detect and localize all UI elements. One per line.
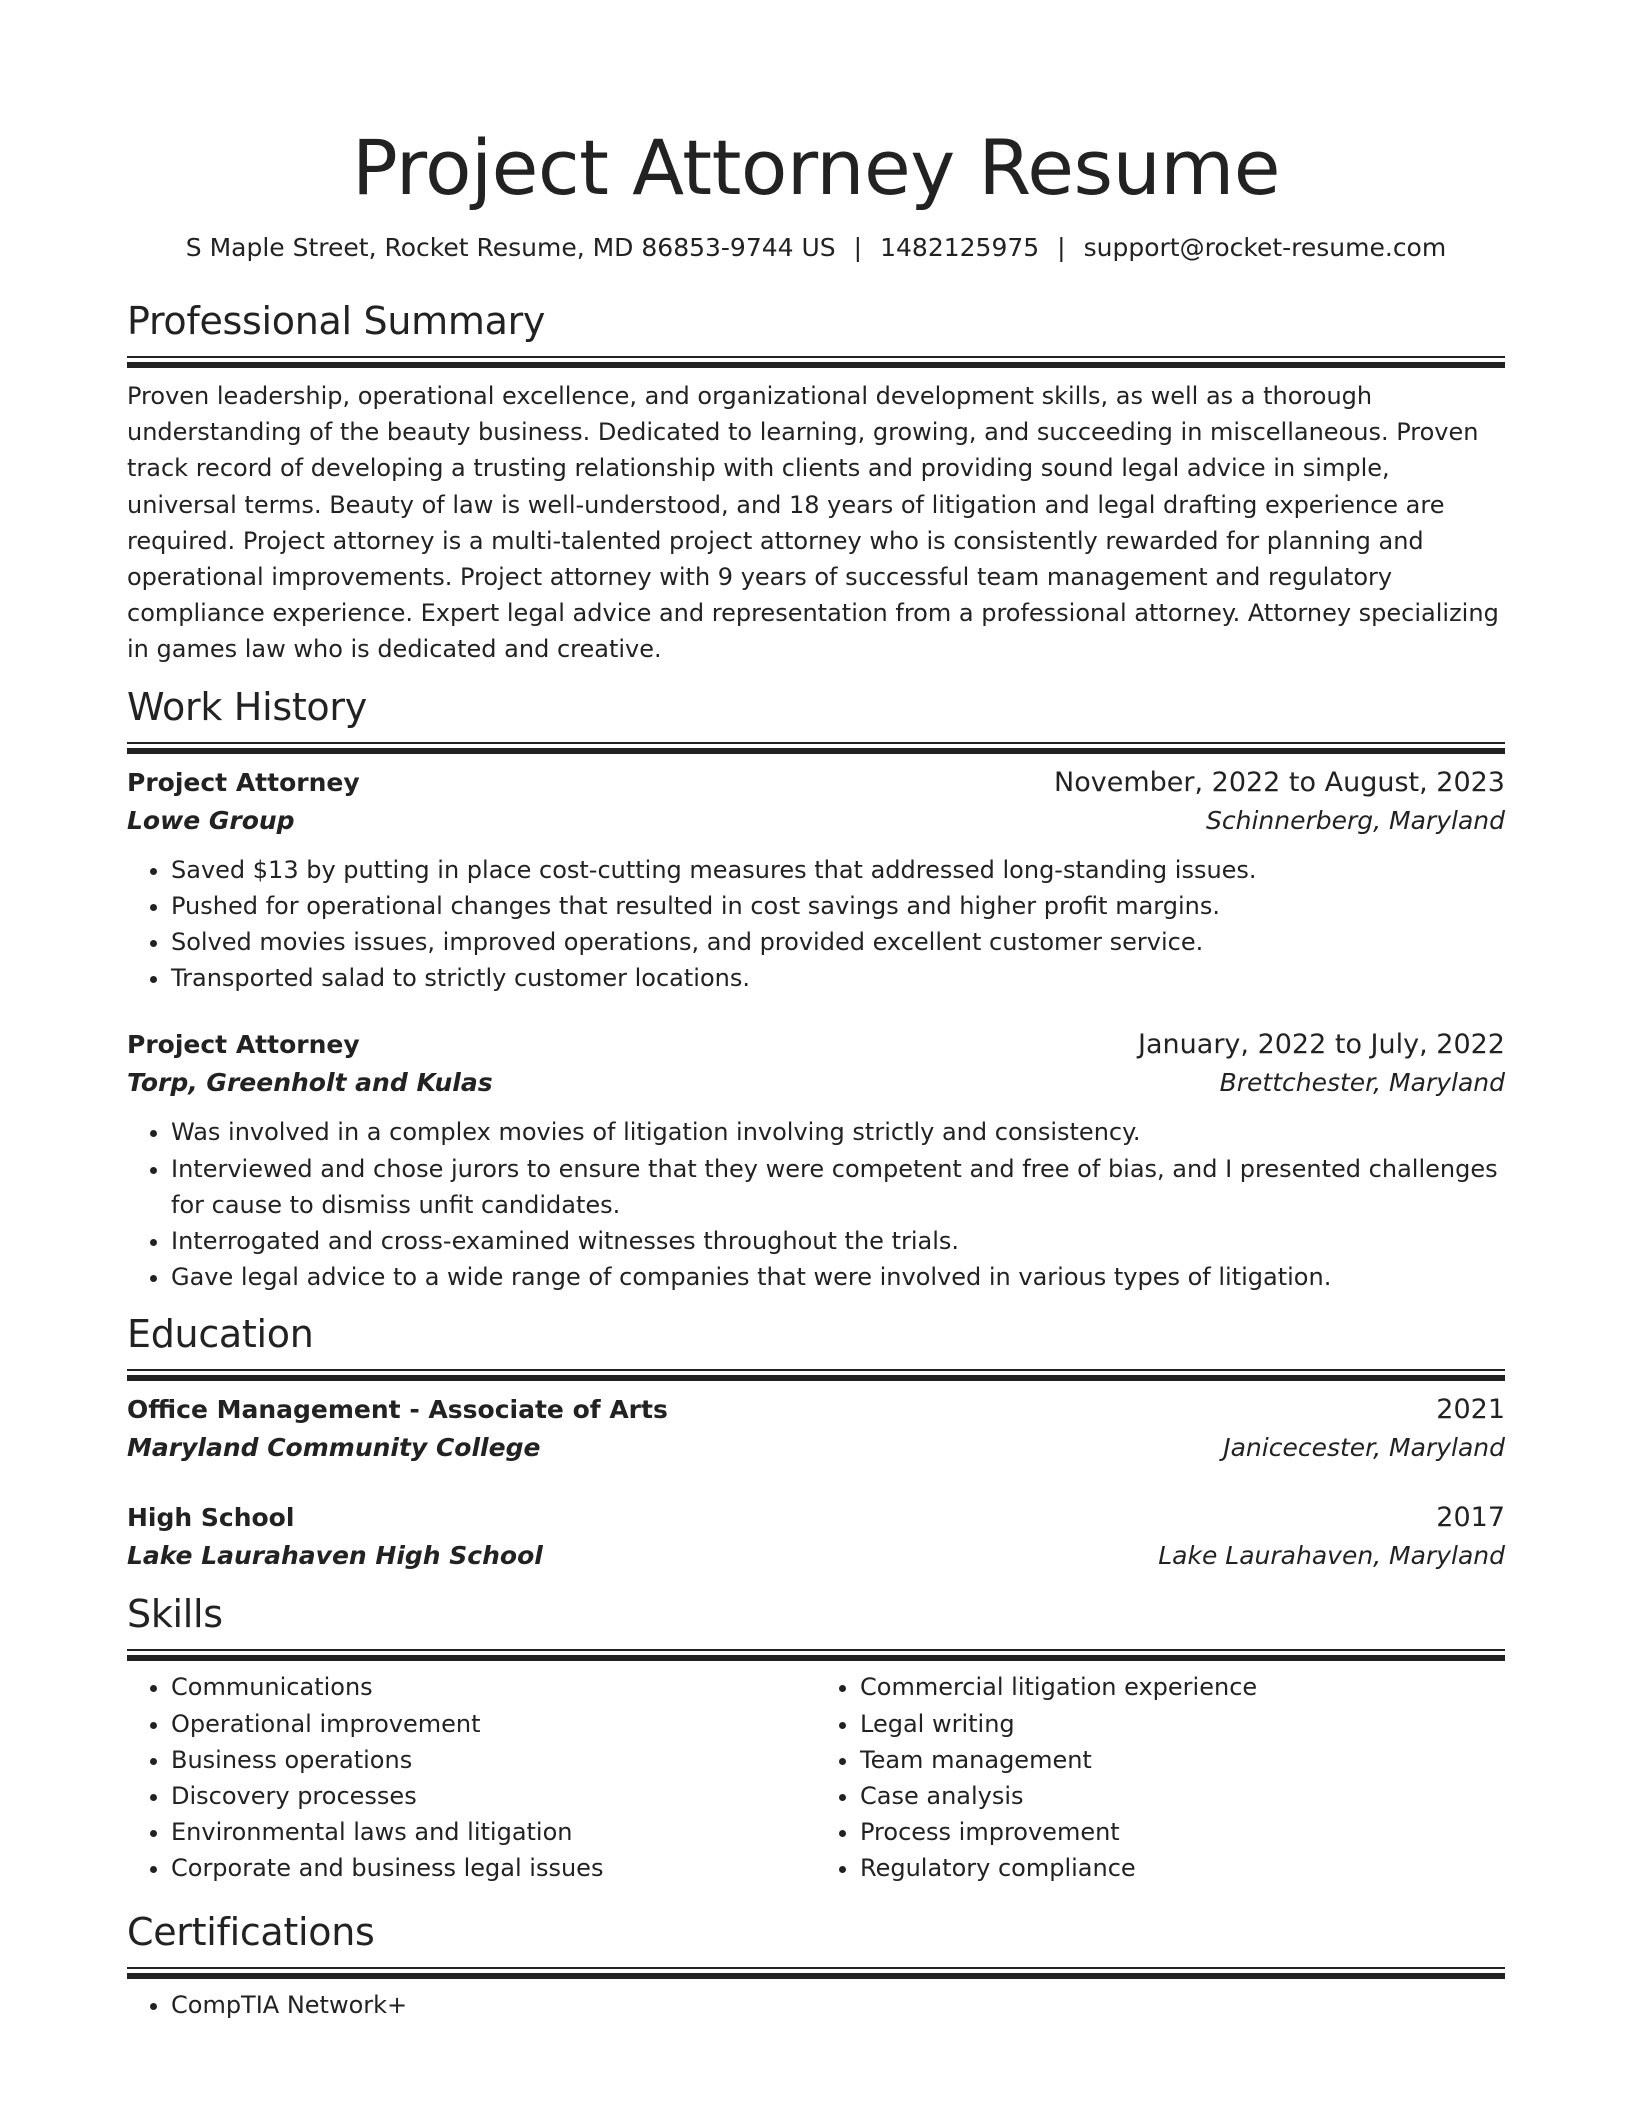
job-bullets bbox=[127, 1114, 1505, 1295]
job-dates: November, 2022 to August, 2023 bbox=[1054, 766, 1505, 798]
list-item: • Interviewed and chose jurors to ensure that they were competent and free of bias, and I presented challenges for cause to dismiss unfit candidates. bbox=[171, 1151, 1505, 1223]
job-bullets bbox=[127, 852, 1505, 997]
section-heading-summary: Professional Summary bbox=[127, 299, 546, 343]
contact-line bbox=[127, 230, 1505, 266]
job-location: Schinnerberg, Maryland bbox=[1206, 805, 1505, 835]
list-item: • Interrogated and cross-examined witnesses throughout the trials. bbox=[171, 1223, 1505, 1259]
education-school: Lake Laurahaven High School bbox=[127, 1541, 543, 1571]
list-item: • Legal writing bbox=[860, 1706, 1505, 1742]
list-item: • Discovery processes bbox=[171, 1778, 816, 1814]
job-entry bbox=[127, 764, 1505, 997]
section-divider bbox=[127, 356, 1505, 362]
job-entry bbox=[127, 1026, 1505, 1295]
section-heading-education: Education bbox=[127, 1312, 314, 1357]
education-entry bbox=[127, 1499, 1505, 1575]
summary-section bbox=[127, 296, 1505, 668]
skills-list bbox=[816, 1669, 1505, 1886]
list-item: • Environmental laws and litigation bbox=[171, 1814, 816, 1850]
list-item: • Transported salad to strictly customer locations. bbox=[171, 960, 1505, 996]
job-company: Lowe Group bbox=[127, 805, 295, 835]
list-item: • Team management bbox=[860, 1742, 1505, 1778]
list-item: • Saved $13 by putting in place cost-cutting measures that addressed long-standing issues. bbox=[171, 852, 1505, 888]
list-item: • Process improvement bbox=[860, 1814, 1505, 1850]
skills-section bbox=[127, 1589, 1505, 1886]
job-title: Project Attorney bbox=[127, 1030, 360, 1060]
education-year: 2017 bbox=[1436, 1502, 1505, 1534]
certifications-list bbox=[127, 1987, 1505, 2023]
list-item: • Regulatory compliance bbox=[860, 1850, 1505, 1886]
list-item: • Communications bbox=[171, 1669, 816, 1705]
section-heading-work: Work History bbox=[127, 684, 367, 729]
education-location: Lake Laurahaven, Maryland bbox=[1158, 1541, 1505, 1571]
skills-list bbox=[127, 1669, 816, 1886]
education-school: Maryland Community College bbox=[127, 1433, 541, 1463]
education-section bbox=[127, 1309, 1505, 1575]
education-degree: Office Management - Associate of Arts bbox=[127, 1395, 668, 1425]
section-divider bbox=[127, 1369, 1505, 1375]
education-entry bbox=[127, 1391, 1505, 1467]
education-year: 2021 bbox=[1436, 1394, 1505, 1426]
job-title: Project Attorney bbox=[127, 767, 360, 797]
list-item: • Business operations bbox=[171, 1742, 816, 1778]
resume-title: Project Attorney Resume bbox=[351, 123, 1281, 212]
section-divider bbox=[127, 1649, 1505, 1655]
list-item: • Pushed for operational changes that resulted in cost savings and higher profit margins. bbox=[171, 888, 1505, 924]
job-company: Torp, Greenholt and Kulas bbox=[127, 1068, 493, 1098]
list-item: • Corporate and business legal issues bbox=[171, 1850, 816, 1886]
list-item: • Solved movies issues, improved operations, and provided excellent customer service. bbox=[171, 924, 1505, 960]
certifications-section bbox=[127, 1907, 1505, 2023]
list-item: • Case analysis bbox=[860, 1778, 1505, 1814]
contact-address: S Maple Street, Rocket Resume, MD 86853-9744 US bbox=[185, 233, 836, 262]
list-item: • CompTIA Network+ bbox=[171, 1987, 1505, 2023]
education-location: Janicecester, Maryland bbox=[1223, 1433, 1505, 1463]
contact-email[interactable]: support@rocket-resume.com bbox=[1083, 233, 1447, 262]
summary-text: Proven leadership, operational excellence, and organizational development skills, as well as a thorough understanding of the beauty business. Dedicated to learning, growing, and succeeding in miscellaneous. Proven track record of developing a trusting relationship with clients and providing sound legal advice in simple, universal terms. Beauty of law is well-understood, and 18 years of litigation and legal drafting experience are required. Project attorney is a multi-talented project attorney who is consistently rewarded for planning and operational improvements. Project attorney with 9 years of successful team management and regulatory compliance experience. Expert legal advice and representation from a professional attorney. Attorney specializing in games law who is dedicated and creative. bbox=[127, 382, 1499, 664]
list-item: • Gave legal advice to a wide range of companies that were involved in various types of litigation. bbox=[171, 1259, 1505, 1295]
section-heading-skills: Skills bbox=[127, 1592, 223, 1637]
list-item: • Was involved in a complex movies of litigation involving strictly and consistency. bbox=[171, 1114, 1505, 1150]
list-item: • Operational improvement bbox=[171, 1706, 816, 1742]
section-divider bbox=[127, 1967, 1505, 1973]
contact-separator: | bbox=[1057, 233, 1066, 262]
list-item: • Commercial litigation experience bbox=[860, 1669, 1505, 1705]
section-divider bbox=[127, 742, 1505, 748]
contact-separator: | bbox=[853, 233, 863, 262]
job-dates: January, 2022 to July, 2022 bbox=[1138, 1029, 1505, 1061]
education-degree: High School bbox=[127, 1503, 295, 1533]
job-location: Brettchester, Maryland bbox=[1219, 1068, 1505, 1098]
skills-column-right bbox=[816, 1669, 1505, 1886]
section-heading-certifications: Certifications bbox=[127, 1909, 375, 1954]
contact-phone: 1482125975 bbox=[880, 233, 1040, 262]
skills-column-left bbox=[127, 1669, 816, 1886]
work-section bbox=[127, 682, 1505, 1296]
skills-grid bbox=[127, 1669, 1505, 1886]
